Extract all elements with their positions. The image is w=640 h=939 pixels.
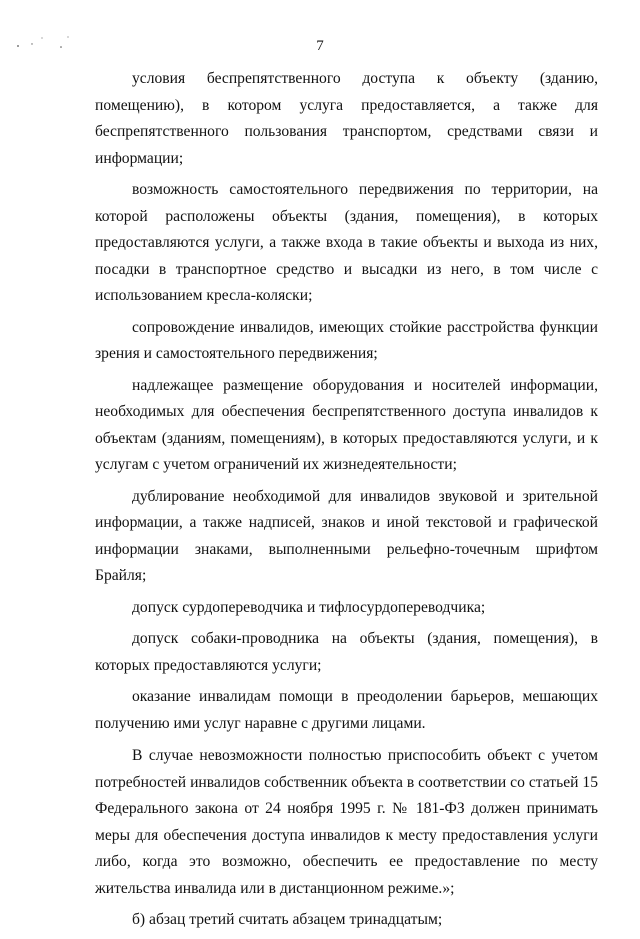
page-number: 7 [316, 38, 324, 54]
paragraph-4: надлежащее размещение оборудования и носителей информации, необходимых для обеспечения беспрепятственного доступа инвалидов к объектам (зданиям, помещениям), в которых предоставляются услуги, и к услугам с учетом ограничений их жизнедеятельности; [95, 376, 598, 473]
paragraph-2: возможность самостоятельного передвижения по территории, на которой расположены объекты (здания, помещения), в которых предоставляются услуги, а также входа в такие объекты и выхода из них, посадки в транспортное средство и высадки из него, в том числе с использованием кресла-коляски; [95, 181, 598, 304]
paragraph-3: сопровождение инвалидов, имеющих стойкие расстройства функции зрения и самостоятельного передвижения; [95, 318, 598, 362]
paragraph-5: дублирование необходимой для инвалидов звуковой и зрительной информации, а также надписей, знаков и иной текстовой и графической информации знаками, выполненными рельефно-точечным шрифтом Брайля; [95, 487, 598, 584]
paragraph-7: допуск собаки-проводника на объекты (здания, помещения), в которых предоставляются услуги; [95, 630, 598, 674]
paragraph-1: условия беспрепятственного доступа к объекту (зданию, помещению), в котором услуга предоставляется, а также для беспрепятственного пользования транспортом, средствами связи и информации; [95, 70, 598, 167]
document-body [95, 66, 598, 939]
paragraph-10: б) абзац третий считать абзацем тринадцатым; [132, 911, 443, 928]
paragraph-8: оказание инвалидам помощи в преодолении барьеров, мешающих получению ими услуг наравне с другими лицами. [95, 688, 598, 732]
paragraph-6: допуск сурдопереводчика и тифлосурдопереводчика; [132, 598, 486, 616]
paragraph-9: В случае невозможности полностью приспособить объект с учетом потребностей инвалидов собственник объекта в соответствии со статьей 15 Федерального закона от 24 ноября 1995 г. № 181-ФЗ должен принимать меры для обеспечения доступа инвалидов к месту предоставления услуги либо, когда это возможно, обеспечить ее предоставление по месту жительства инвалида или в дистанционном режиме.»; [95, 747, 598, 897]
